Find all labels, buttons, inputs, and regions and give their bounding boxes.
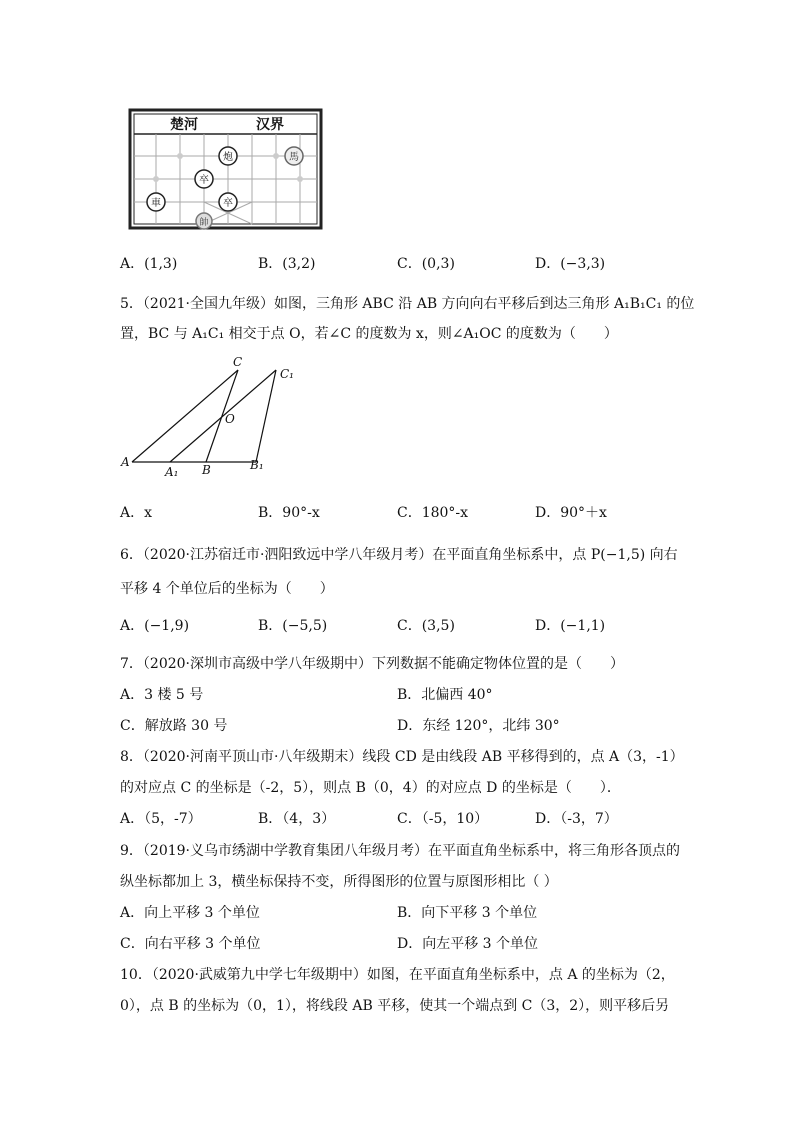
- q9-option-d: D．向左平移 3 个单位: [397, 936, 539, 952]
- q5-option-b: B．90°-x: [258, 505, 320, 521]
- label-C: C: [233, 355, 243, 369]
- label-O: O: [225, 412, 235, 426]
- q8-text-line1: 8．（2020·河南平顶山市·八年级期末）线段 CD 是由线段 AB 平移得到的，点 A（3，-1）: [120, 749, 684, 765]
- q5-text-line2: 置，BC 与 A₁C₁ 相交于点 O，若∠C 的度数为 x，则∠A₁OC 的度数为（ ）: [120, 326, 618, 342]
- q10-text-line1: 10．（2020·武威第九中学七年级期中）如图，在平面直角坐标系中，点 A 的坐标为（2，: [120, 967, 675, 983]
- piece-shuai: [196, 213, 212, 229]
- label-B1: B₁: [250, 458, 264, 472]
- q9-text-line1: 9．（2019·义乌市绣湖中学教育集团八年级月考）在平面直角坐标系中，将三角形各顶点的: [120, 843, 680, 859]
- chess-board-figure: [128, 108, 323, 230]
- svg-text:馬: 馬: [289, 152, 299, 163]
- q8-option-a: A．（5，-7）: [120, 811, 202, 827]
- q4-option-d: D．(−3,3): [535, 256, 606, 272]
- q5-option-d: D．90°＋x: [535, 505, 607, 521]
- q7-option-b: B．北偏西 40°: [397, 687, 493, 703]
- q5-text-line1: 5．（2021·全国九年级）如图，三角形 ABC 沿 AB 方向向右平移后到达三角形 A₁B₁C₁ 的位: [120, 296, 695, 312]
- label-A1: A₁: [165, 465, 179, 479]
- q5-option-c: C．180°-x: [397, 505, 469, 521]
- river-right-text: 汉界: [256, 117, 284, 133]
- triangle-translation-figure: [118, 352, 308, 482]
- piece-zu-2: [219, 193, 237, 211]
- q8-text-line2: 的对应点 C 的坐标是（-2，5），则点 B（0，4）的对应点 D 的坐标是（ ）．: [120, 780, 621, 796]
- q6-option-d: D．(−1,1): [535, 618, 606, 634]
- q7-text-line1: 7．（2020·深圳市高级中学八年级期中）下列数据不能确定物体位置的是（ ）: [120, 656, 624, 672]
- q9-option-c: C．向右平移 3 个单位: [120, 936, 261, 952]
- q7-option-d: D．东经 120°，北纬 30°: [397, 718, 560, 734]
- q6-option-b: B．(−5,5): [258, 618, 328, 634]
- svg-text:車: 車: [151, 198, 161, 209]
- q7-option-a: A．3 楼 5 号: [120, 687, 204, 703]
- q7-option-c: C．解放路 30 号: [120, 718, 228, 734]
- q6-text-line2: 平移 4 个单位后的坐标为（ ）: [120, 581, 334, 597]
- q6-text-line1: 6．（2020·江苏宿迁市·泗阳致远中学八年级月考）在平面直角坐标系中，点 P(−1,5) 向右: [120, 547, 678, 563]
- label-C1: C₁: [280, 367, 294, 381]
- svg-text:卒: 卒: [223, 198, 233, 209]
- river-left-text: 楚河: [170, 117, 198, 133]
- svg-text:帥: 帥: [199, 218, 209, 228]
- piece-ma: [285, 147, 303, 165]
- q4-option-c: C．(0,3): [397, 256, 455, 272]
- q10-text-line2: 0），点 B 的坐标为（0，1），将线段 AB 平移，使其一个端点到 C（3，2），则平移后另: [120, 998, 670, 1014]
- label-A: A: [121, 455, 130, 469]
- svg-text:炮: 炮: [223, 152, 233, 163]
- q4-option-b: B．(3,2): [258, 256, 316, 272]
- piece-ju: [147, 193, 165, 211]
- label-B: B: [202, 463, 211, 477]
- svg-text:卒: 卒: [199, 175, 209, 186]
- q6-option-a: A．(−1,9): [120, 618, 190, 634]
- q8-option-b: B．（4，3）: [258, 811, 336, 827]
- q4-option-a: A．(1,3): [120, 256, 178, 272]
- q5-option-a: A．x: [120, 505, 153, 521]
- q8-option-d: D．（-3，7）: [535, 811, 618, 827]
- q8-option-c: C．（-5，10）: [397, 811, 489, 827]
- q9-option-a: A．向上平移 3 个单位: [120, 905, 260, 921]
- q9-text-line2: 纵坐标都加上 3，横坐标保持不变，所得图形的位置与原图形相比（ ）: [120, 874, 558, 890]
- piece-pao: [219, 147, 237, 165]
- q9-option-b: B．向下平移 3 个单位: [397, 905, 538, 921]
- q6-option-c: C．(3,5): [397, 618, 455, 634]
- piece-zu-1: [195, 170, 213, 188]
